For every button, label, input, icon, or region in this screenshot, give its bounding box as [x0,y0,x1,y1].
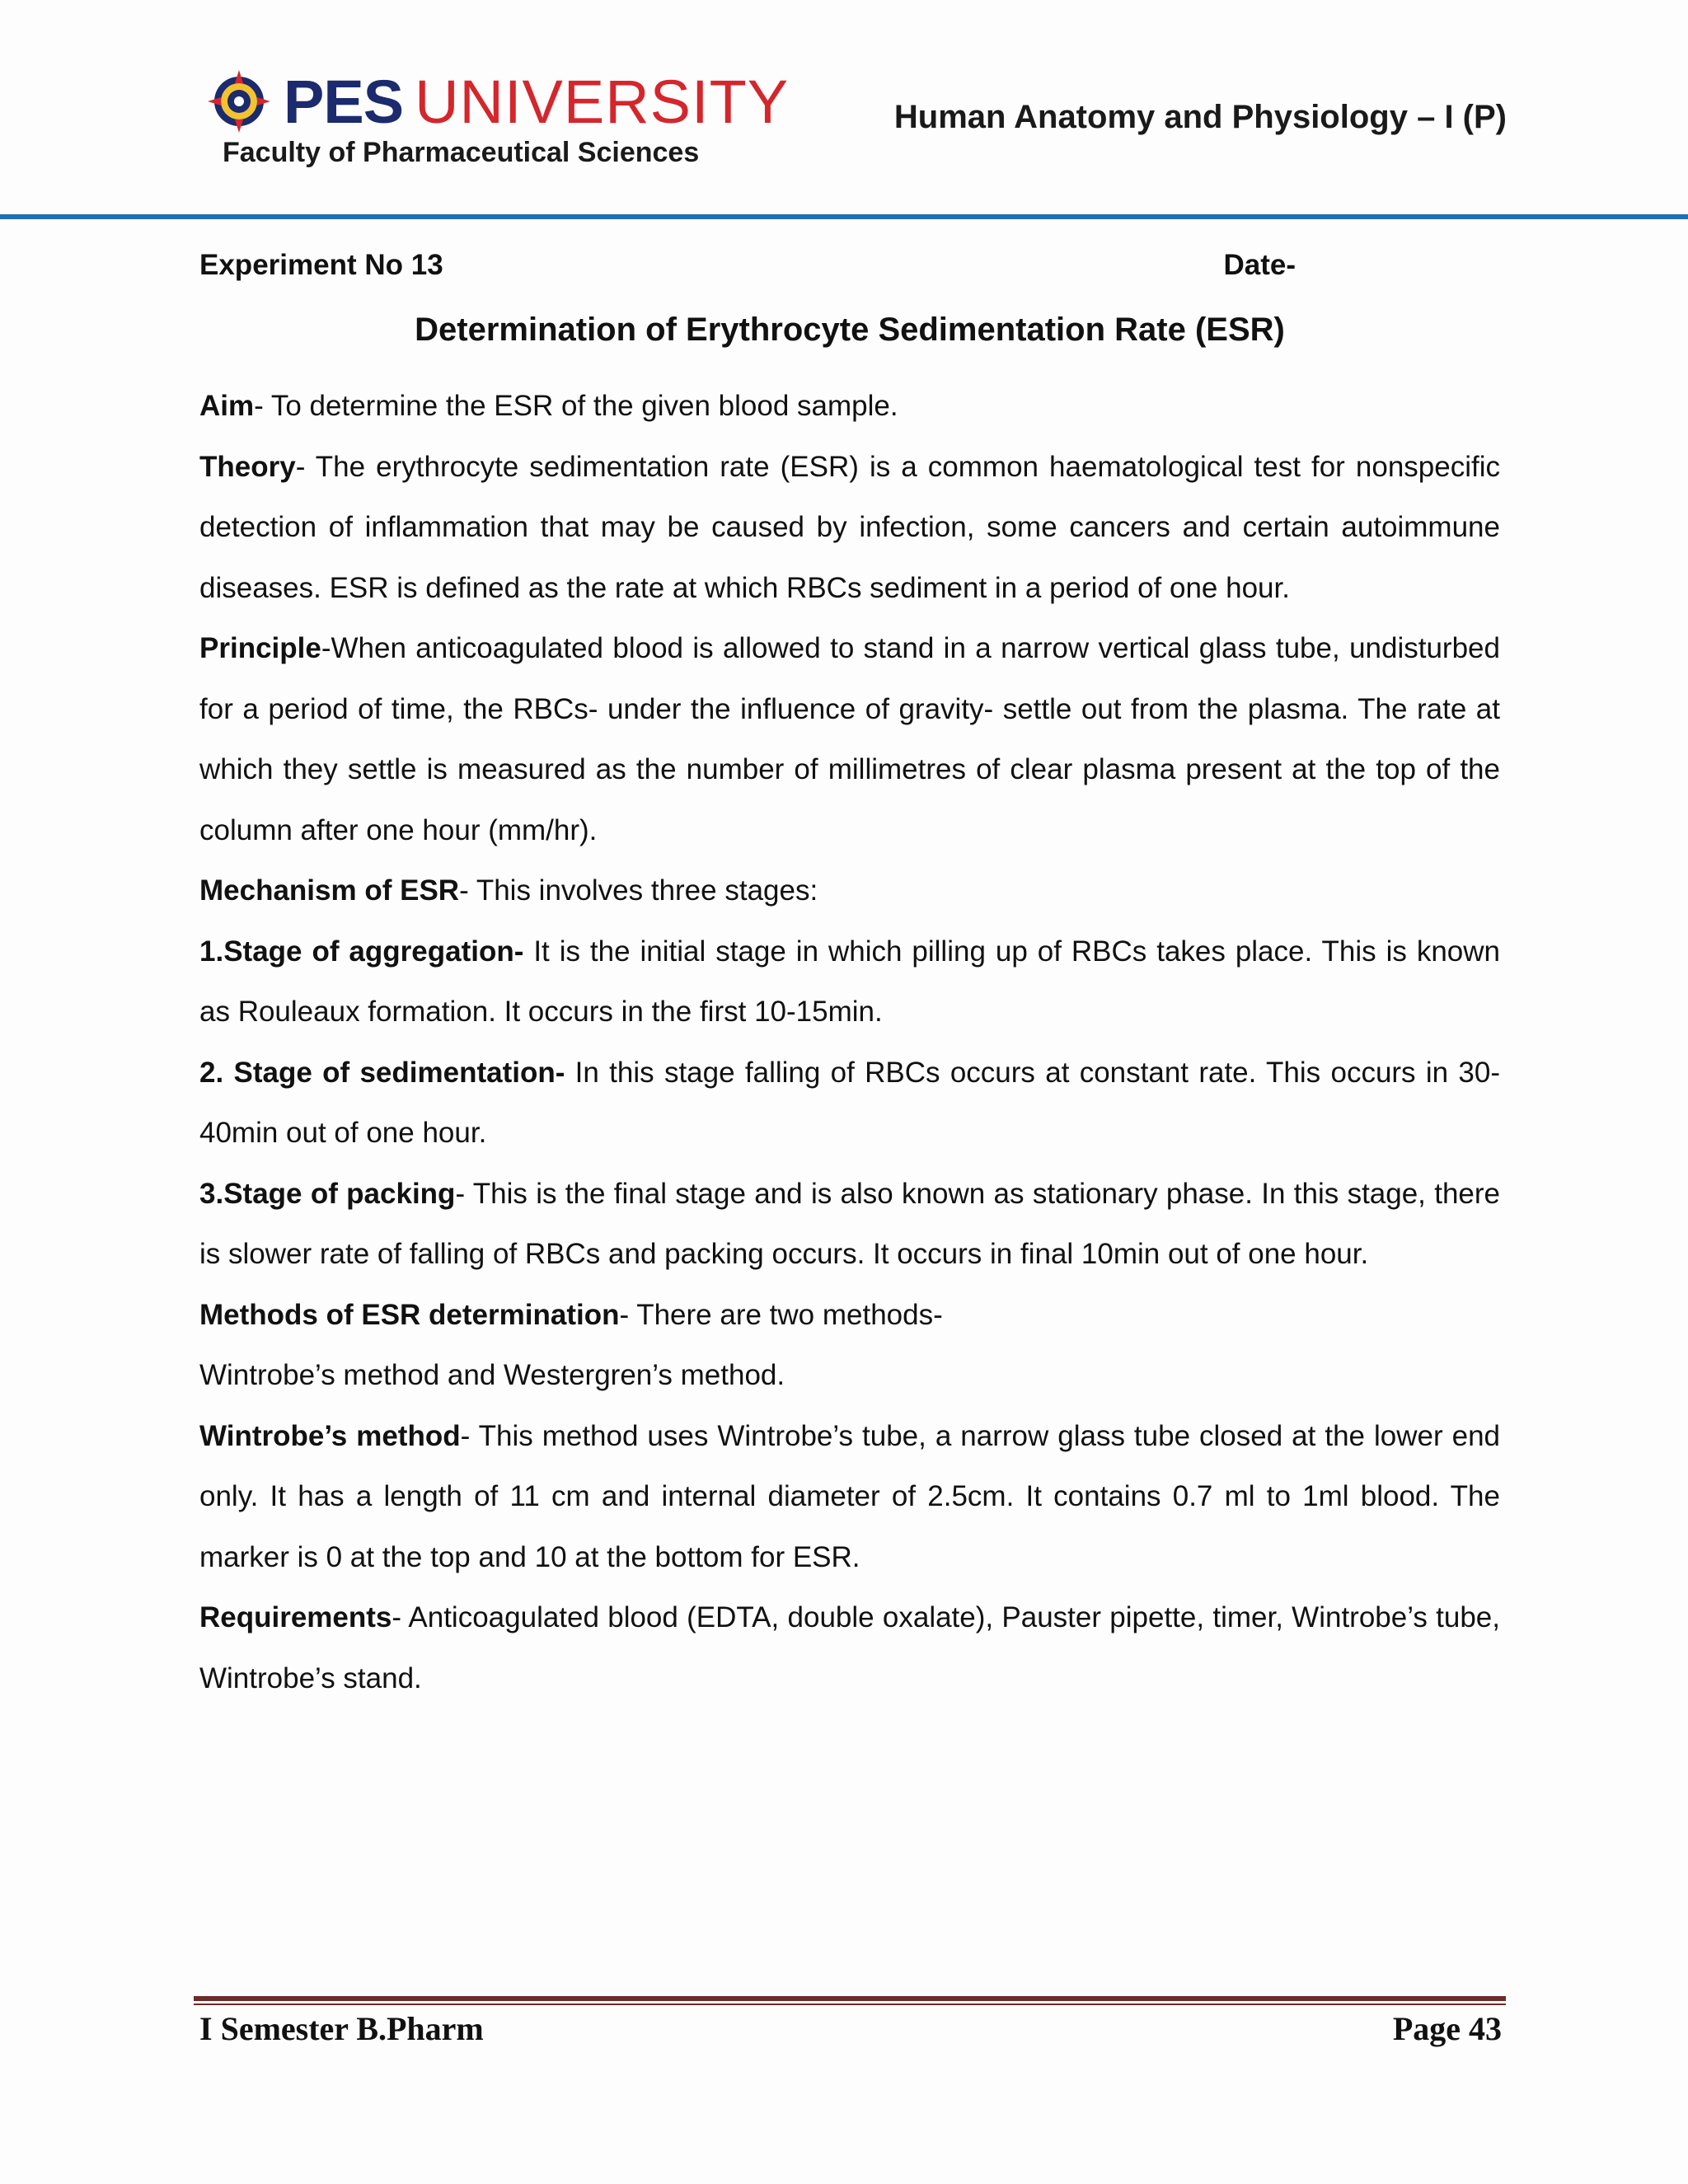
wintrobe-label: Wintrobe’s method [199,1419,461,1452]
emblem-icon [206,68,272,134]
requirements-text: - Anticoagulated blood (EDTA, double oxalate), Pauster pipette, timer, Wintrobe’s tube, Wintrobe’s stand. [199,1601,1500,1694]
theory-label: Theory [199,450,296,483]
experiment-row [199,249,1296,282]
aim-text: - To determine the ESR of the given blood sample. [254,390,898,422]
footer-divider-thick [194,1996,1506,2001]
mechanism-text: - This involves three stages: [459,874,818,907]
wintrobe-paragraph [199,1406,1500,1588]
footer-divider-thin [194,2004,1506,2005]
principle-paragraph [199,618,1500,860]
stage2-label: 2. Stage of sedimentation- [199,1056,565,1089]
principle-label: Principle [199,632,321,664]
methods-label: Methods of ESR determination [199,1298,620,1331]
header-divider [0,214,1688,219]
page-header [0,0,1688,223]
requirements-paragraph [199,1587,1500,1708]
footer-semester: I Semester B.Pharm [199,2010,484,2047]
logo-pes-text: PES [284,67,404,136]
experiment-title: Determination of Erythrocyte Sedimentation Rate (ESR) [415,312,1285,348]
mechanism-paragraph [199,860,1500,921]
wintrobe-text: - This method uses Wintrobe’s tube, a narrow glass tube closed at the lower end only. It has a length of 11 cm and internal diameter of 2.5cm. It contains 0.7 ml to 1ml blood. The marker is 0 at the top and 10 at the bottom for ESR. [199,1419,1500,1573]
requirements-label: Requirements [199,1601,392,1633]
stage1-label: 1.Stage of aggregation- [199,935,524,968]
document-body [199,376,1500,1708]
stage2-text: In this stage falling of RBCs occurs at constant rate. This occurs in 30-40min out of one hour. [199,1056,1500,1149]
stage1-text: It is the initial stage in which pilling up of RBCs takes place. This is known as Rouleaux formation. It occurs in the first 10-15min. [199,935,1500,1028]
stage3-text: - This is the final stage and is also known as stationary phase. In this stage, there is slower rate of falling of RBCs and packing occurs. It occurs in final 10min out of one hour. [199,1177,1500,1270]
theory-paragraph [199,437,1500,619]
stage3-label: 3.Stage of packing [199,1177,456,1210]
logo-university-text: UNIVERSITY [415,67,790,136]
methods-list-paragraph [199,1345,1500,1406]
stage3-paragraph [199,1164,1500,1285]
course-title: Human Anatomy and Physiology – I (P) [893,99,1507,135]
methods-paragraph [199,1285,1500,1346]
mechanism-label: Mechanism of ESR [199,874,460,907]
experiment-number: Experiment No 13 [199,249,443,281]
methods-text: - There are two methods- [619,1298,943,1331]
methods-list-text: Wintrobe’s method and Westergren’s method. [199,1359,785,1391]
stage1-paragraph [199,921,1500,1043]
date-label: Date- [1223,249,1296,281]
university-logo [206,64,789,138]
aim-paragraph [199,376,1500,437]
faculty-name: Faculty of Pharmaceutical Sciences [223,137,700,168]
principle-text: -When anticoagulated blood is allowed to stand in a narrow vertical glass tube, undisturbed for a period of time, the RBCs- under the influence of gravity- settle out from the plasma. The rate at which they settle is measured as the number of millimetres of clear plasma present at the top of the column after one hour (mm/hr). [199,632,1500,846]
stage2-paragraph [199,1043,1500,1164]
theory-text: - The erythrocyte sedimentation rate (ESR) is a common haematological test for nonspecific detection of inflammation that may be caused by infection, some cancers and certain autoimmune diseases. ESR is defined as the rate at which RBCs sediment in a period of one hour. [199,450,1500,604]
footer-page-number: Page 43 [1392,2010,1502,2047]
aim-label: Aim [199,390,255,422]
